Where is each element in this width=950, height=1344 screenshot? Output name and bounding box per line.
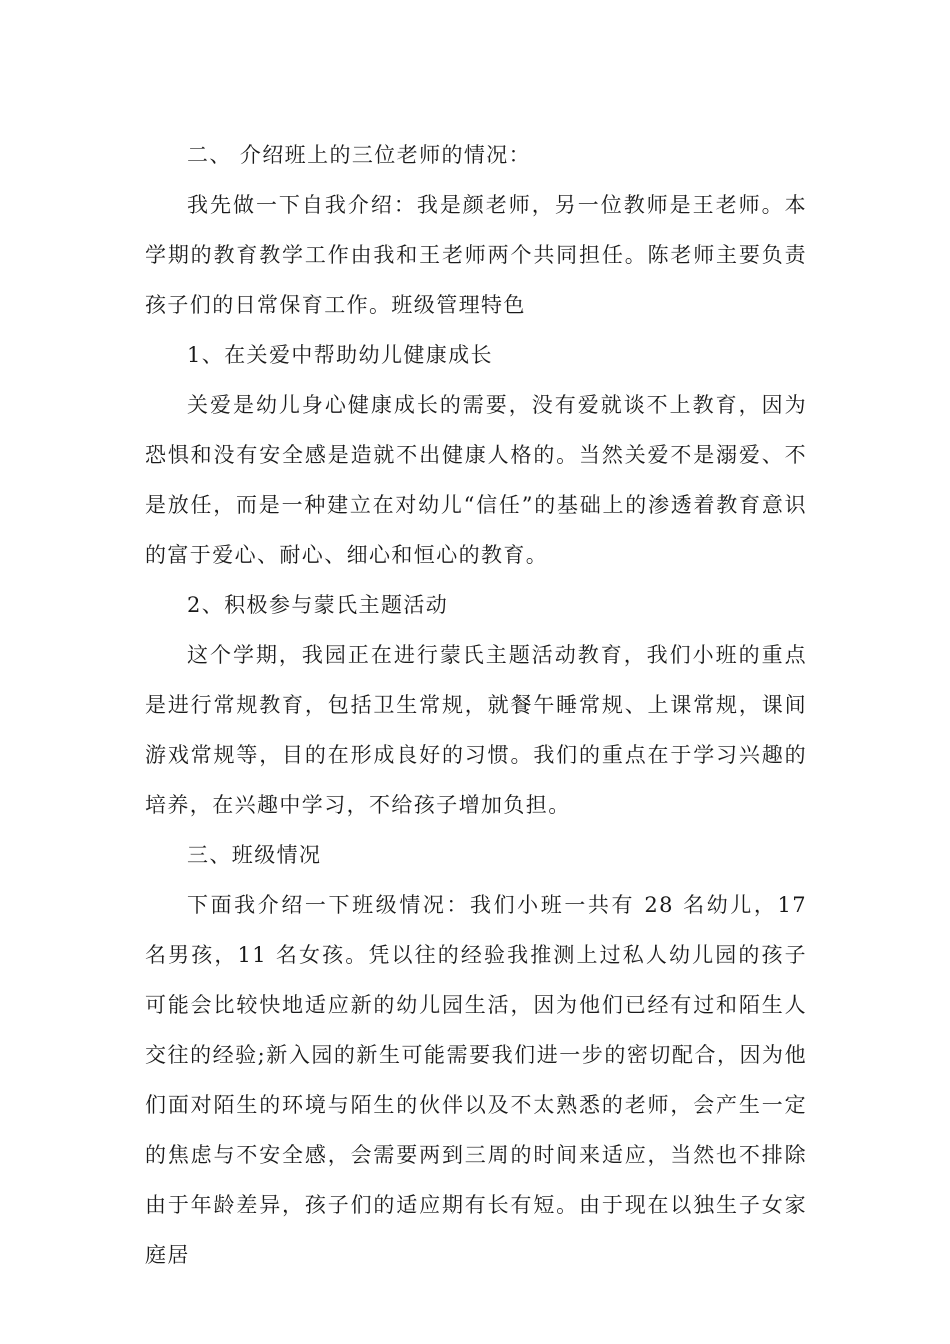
subheading-care: 1、在关爱中帮助幼儿健康成长 <box>187 343 493 367</box>
document-body <box>145 130 807 1280</box>
paragraph-class-situation: 下面我介绍一下班级情况：我们小班一共有 28 名幼儿，17 名男孩，11 名女孩。凭以往的经验我推测上过私人幼儿园的孩子可能会比较快地适应新的幼儿园生活，因为他们已经有过和陌生人交往的经验;新入园的新生可能需要我们进一步的密切配合，因为他们面对陌生的环境与陌生的伙伴以及不太熟悉的老师，会产生一定的焦虑与不安全感，会需要两到三周的时间来适应，当然也不排除由于年龄差异，孩子们的适应期有长有短。由于现在以独生子女家庭居 <box>145 893 807 1267</box>
paragraph-self-introduction: 我先做一下自我介绍：我是颜老师，另一位教师是王老师。本学期的教育教学工作由我和王老师两个共同担任。陈老师主要负责孩子们的日常保育工作。班级管理特色 <box>145 193 807 317</box>
section-heading-teachers: 二、 介绍班上的三位老师的情况： <box>187 143 532 167</box>
subheading-montessori: 2、积极参与蒙氏主题活动 <box>187 593 449 617</box>
paragraph-montessori: 这个学期，我园正在进行蒙氏主题活动教育，我们小班的重点是进行常规教育，包括卫生常规，就餐午睡常规、上课常规，课间游戏常规等，目的在形成良好的习惯。我们的重点在于学习兴趣的培养，在兴趣中学习，不给孩子增加负担。 <box>145 643 807 817</box>
section-heading-class: 三、班级情况 <box>187 843 322 867</box>
paragraph-care: 关爱是幼儿身心健康成长的需要，没有爱就谈不上教育，因为恐惧和没有安全感是造就不出健康人格的。当然关爱不是溺爱、不是放任，而是一种建立在对幼儿“信任”的基础上的渗透着教育意识的富于爱心、耐心、细心和恒心的教育。 <box>145 393 807 567</box>
